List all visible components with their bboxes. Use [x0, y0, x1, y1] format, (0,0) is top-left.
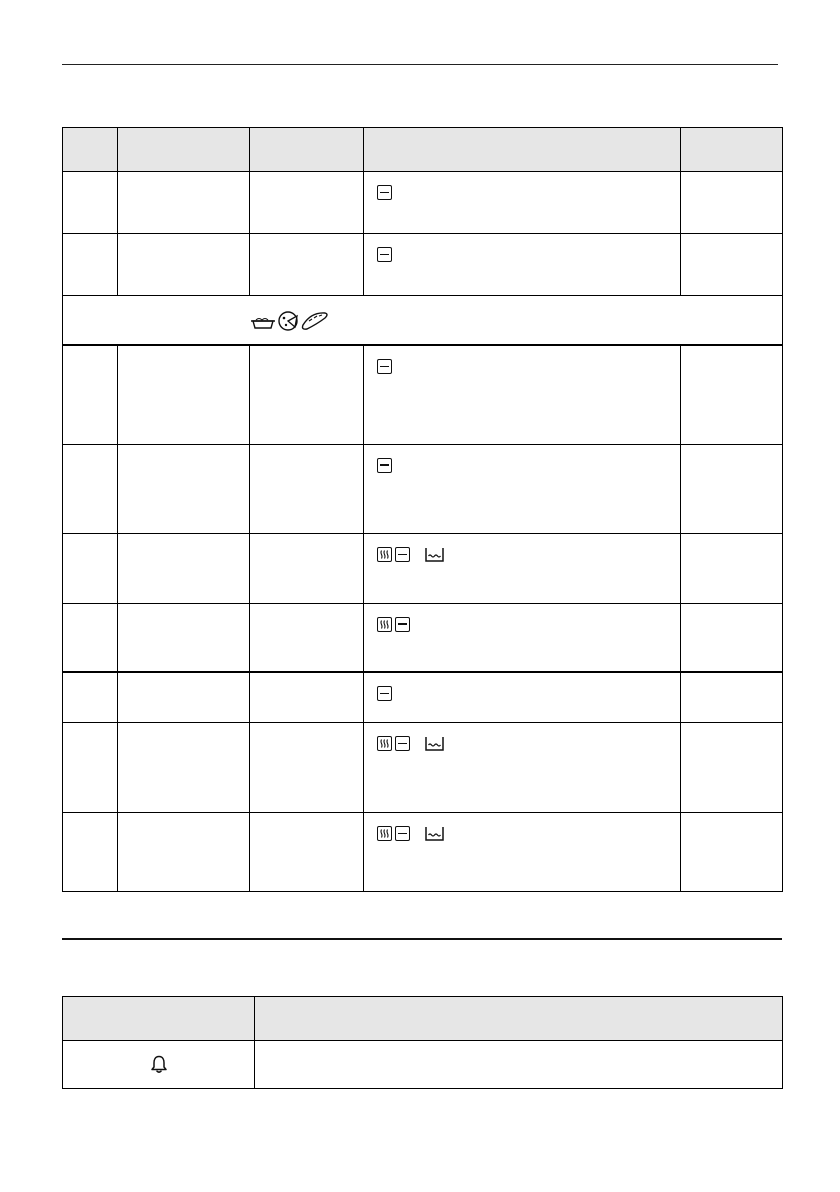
baguette-icon	[303, 313, 328, 329]
function-icons	[364, 234, 680, 262]
water-tray-icon	[425, 826, 444, 842]
table-row	[63, 672, 783, 722]
table-cell	[681, 672, 783, 722]
baking-tin-icon	[251, 319, 275, 329]
signal-table	[62, 996, 783, 1089]
table-cell	[681, 444, 783, 533]
table-row	[63, 603, 783, 672]
table-cell	[118, 234, 250, 296]
table-cell	[364, 234, 681, 296]
table-cell	[63, 812, 118, 891]
table-row	[63, 722, 783, 812]
table-cell	[250, 172, 364, 234]
header-cell	[118, 128, 250, 172]
table-header-row	[63, 997, 783, 1041]
table-cell	[681, 603, 783, 672]
table-cell	[250, 603, 364, 672]
steam-icon	[377, 617, 392, 632]
header-cell	[255, 997, 783, 1041]
header-cell	[63, 997, 255, 1041]
steam-icon	[377, 547, 392, 562]
function-icons	[364, 346, 680, 374]
table-body	[63, 172, 783, 892]
table-cell	[63, 345, 118, 444]
top-heat-icon	[377, 185, 392, 200]
pizza-icon	[279, 312, 297, 330]
steam-icon	[377, 826, 392, 841]
table-cell	[250, 234, 364, 296]
top-heat-icon	[377, 359, 392, 374]
function-icons	[364, 445, 680, 473]
top-heat-icon	[395, 547, 410, 562]
header-cell	[63, 128, 118, 172]
table-row	[63, 234, 783, 296]
table-cell	[118, 722, 250, 812]
table-cell	[364, 672, 681, 722]
table-cell	[250, 444, 364, 533]
table-cell	[63, 672, 118, 722]
top-heat-icon	[395, 826, 410, 841]
table-row	[63, 444, 783, 533]
function-icons	[364, 172, 680, 200]
steam-icon	[377, 736, 392, 751]
header-cell	[681, 128, 783, 172]
function-icons	[364, 813, 680, 842]
page-top-rule	[62, 64, 778, 65]
table-cell	[250, 672, 364, 722]
table-cell	[63, 444, 118, 533]
table-cell	[63, 722, 118, 812]
table-cell	[364, 722, 681, 812]
table-cell	[118, 812, 250, 891]
table-cell	[118, 345, 250, 444]
table-cell	[63, 1041, 255, 1089]
function-icons	[364, 673, 680, 701]
settings-table	[62, 127, 783, 892]
table-cell	[681, 533, 783, 603]
table-cell	[250, 533, 364, 603]
table-cell	[364, 603, 681, 672]
table-cell	[681, 722, 783, 812]
table-cell	[63, 296, 783, 346]
table-cell	[250, 722, 364, 812]
table-cell	[364, 172, 681, 234]
table-cell	[63, 234, 118, 296]
table-row	[63, 812, 783, 891]
table-cell	[364, 444, 681, 533]
section-divider	[62, 938, 782, 940]
header-cell	[364, 128, 681, 172]
table-cell	[250, 345, 364, 444]
table-row	[63, 172, 783, 234]
table-cell	[681, 345, 783, 444]
top-heat-icon	[377, 458, 392, 473]
table-row	[63, 345, 783, 444]
table-cell	[63, 533, 118, 603]
table-cell	[364, 533, 681, 603]
table-cell	[250, 812, 364, 891]
header-cell	[250, 128, 364, 172]
table-cell	[118, 603, 250, 672]
bell-icon	[150, 1054, 168, 1079]
table-cell	[118, 672, 250, 722]
function-icons	[364, 604, 680, 632]
table-cell	[364, 345, 681, 444]
top-heat-icon	[395, 617, 410, 632]
table-header-row	[63, 128, 783, 172]
water-tray-icon	[425, 736, 444, 752]
table-cell	[118, 533, 250, 603]
function-icons	[364, 723, 680, 752]
table-cell	[364, 812, 681, 891]
table-row	[63, 533, 783, 603]
table-row	[63, 1041, 783, 1089]
water-tray-icon	[425, 547, 444, 563]
table-cell	[118, 444, 250, 533]
table-cell	[63, 172, 118, 234]
table-cell	[63, 603, 118, 672]
table-group-row	[63, 296, 783, 346]
top-heat-icon	[377, 247, 392, 262]
table-cell	[255, 1041, 783, 1089]
top-heat-icon	[377, 686, 392, 701]
table-cell	[681, 812, 783, 891]
bakeware-icons	[251, 308, 341, 337]
function-icons	[364, 534, 680, 563]
table-cell	[681, 172, 783, 234]
table-cell	[681, 234, 783, 296]
table-cell	[118, 172, 250, 234]
top-heat-icon	[395, 736, 410, 751]
